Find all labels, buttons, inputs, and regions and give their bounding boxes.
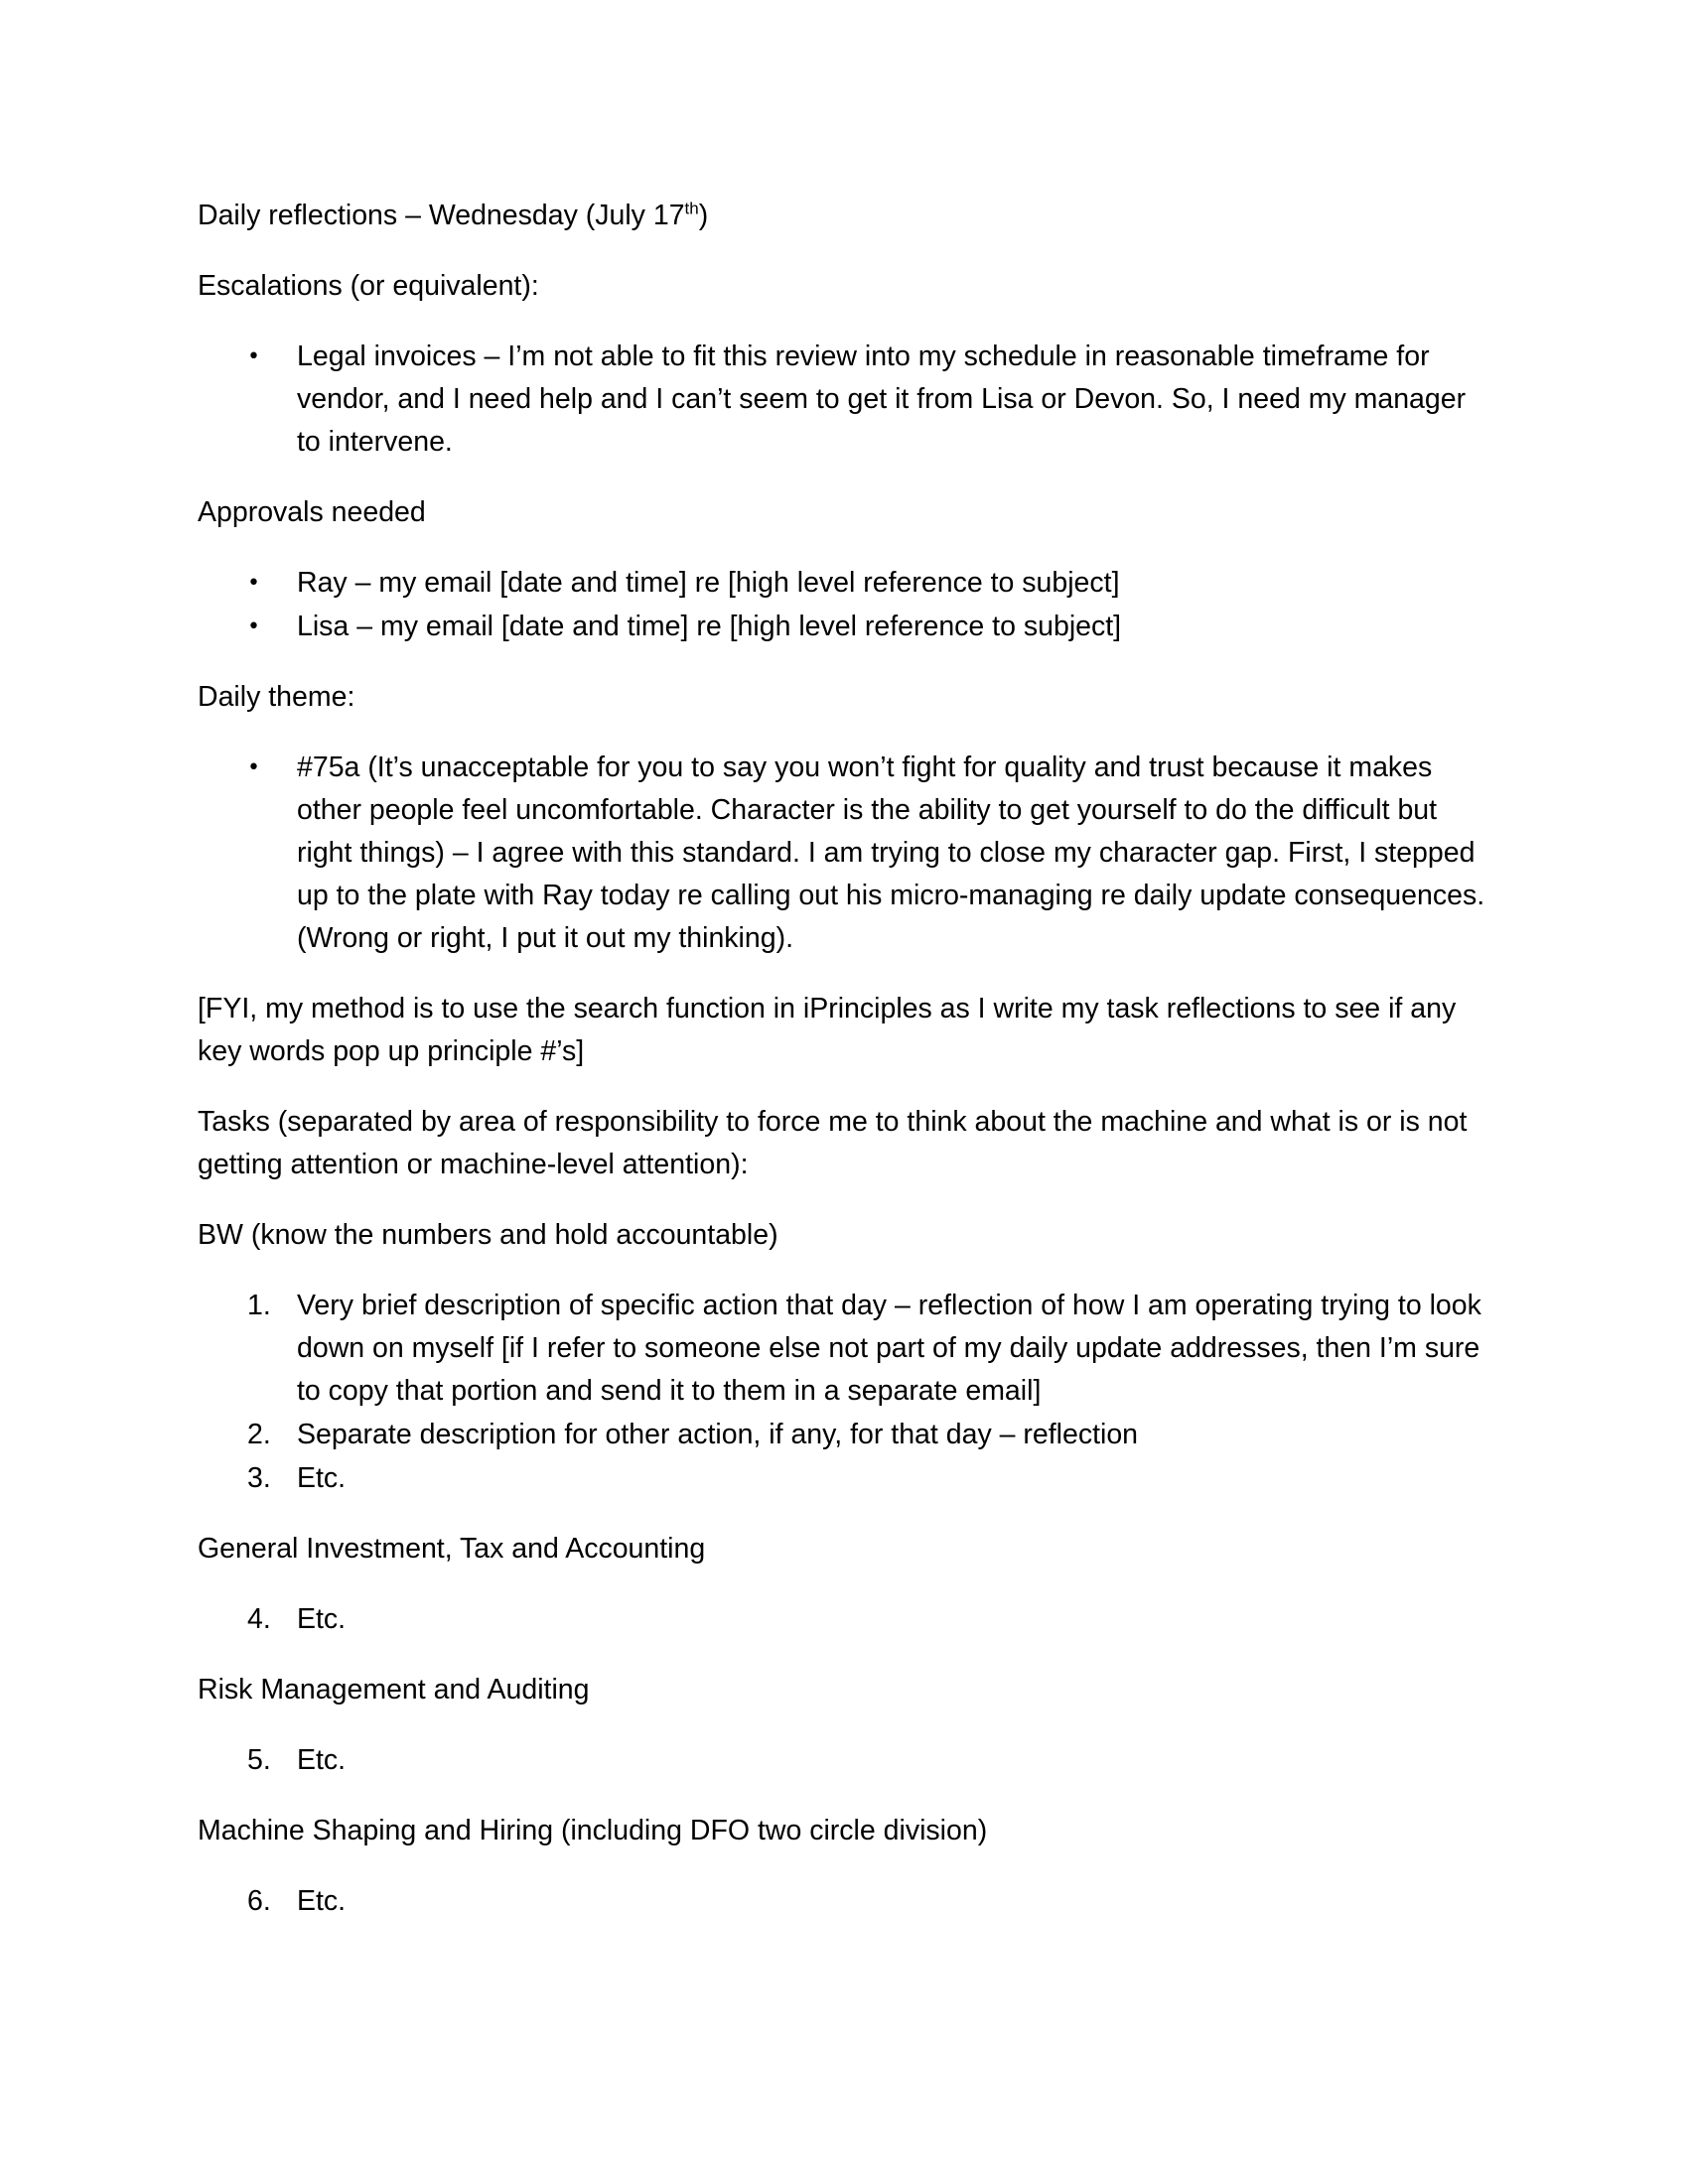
general-list (198, 1598, 1488, 1641)
task-text: Separate description for other action, if any, for that day – reflection (297, 1419, 1139, 1450)
list-number: 4. (247, 1603, 271, 1635)
list-item (198, 336, 1488, 464)
approvals-heading: Approvals needed (198, 496, 426, 528)
title-superscript: th (684, 199, 699, 218)
risk-list (198, 1739, 1488, 1782)
theme-text: #75a (It’s unacceptable for you to say you won’t fight for quality and trust because it makes other people feel uncomfortable. Character is the ability to get yourself to do the difficult but right things) – I agree with this standard. I am trying to close my character gap. First, I stepped up to the plate with Ray today re calling out his micro-managing re daily update consequences. (Wrong or right, I put it out my thinking). (297, 751, 1485, 954)
list-number: 1. (247, 1290, 271, 1321)
list-item (198, 1880, 1488, 1923)
task-text: Etc. (297, 1603, 347, 1635)
machine-heading: Machine Shaping and Hiring (including DFO two circle division) (198, 1815, 988, 1846)
theme-heading: Daily theme: (198, 681, 355, 713)
bullet-icon: • (247, 571, 260, 596)
list-item (198, 1739, 1488, 1782)
approval-text: Lisa – my email [date and time] re [high level reference to subject] (297, 611, 1122, 642)
tasks-heading: Tasks (separated by area of responsibility to force me to think about the machine and what is or is not getting attention or machine-level attention): (198, 1106, 1468, 1180)
fyi-note: [FYI, my method is to use the search function in iPrinciples as I write my task reflections to see if any key words pop up principle #’s] (198, 993, 1457, 1067)
list-item (198, 747, 1488, 960)
list-number: 2. (247, 1419, 271, 1450)
theme-list (198, 747, 1488, 960)
list-item (198, 562, 1488, 605)
bullet-icon: • (247, 344, 260, 369)
list-item (198, 1414, 1488, 1456)
general-heading: General Investment, Tax and Accounting (198, 1533, 706, 1565)
task-text: Etc. (297, 1462, 347, 1494)
bw-list (198, 1285, 1488, 1500)
list-item (198, 1598, 1488, 1641)
approval-text: Ray – my email [date and time] re [high level reference to subject] (297, 567, 1120, 599)
bw-heading: BW (know the numbers and hold accountable) (198, 1219, 778, 1251)
list-item (198, 1285, 1488, 1413)
escalations-list (198, 336, 1488, 464)
title-main: Daily reflections – Wednesday (July 17 (198, 200, 685, 231)
task-text: Etc. (297, 1744, 347, 1776)
escalation-text: Legal invoices – I’m not able to fit this review into my schedule in reasonable timeframe for vendor, and I need help and I can’t seem to get it from Lisa or Devon. So, I need my manager to intervene. (297, 341, 1467, 458)
task-text: Very brief description of specific action that day – reflection of how I am operating trying to look down on myself [if I refer to someone else not part of my daily update addresses, then I’m sure to copy that portion and send it to them in a separate email] (297, 1290, 1481, 1407)
bullet-icon: • (247, 755, 260, 780)
escalations-heading: Escalations (or equivalent): (198, 270, 539, 302)
title-end: ) (698, 200, 709, 231)
list-item (198, 1457, 1488, 1500)
task-text: Etc. (297, 1885, 347, 1917)
machine-list (198, 1880, 1488, 1923)
document-title (198, 195, 1488, 237)
list-number: 3. (247, 1462, 271, 1494)
list-number: 6. (247, 1885, 271, 1917)
list-item (198, 606, 1488, 648)
risk-heading: Risk Management and Auditing (198, 1674, 590, 1706)
bullet-icon: • (247, 614, 260, 639)
approvals-list (198, 562, 1488, 648)
document-page (198, 195, 1488, 1951)
list-number: 5. (247, 1744, 271, 1776)
